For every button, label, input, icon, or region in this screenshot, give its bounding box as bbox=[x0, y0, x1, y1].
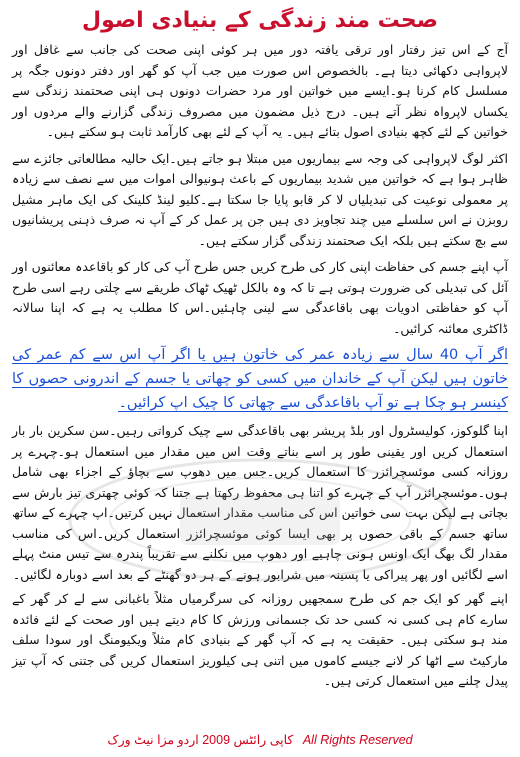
footer bbox=[0, 732, 520, 747]
paragraph-body-care: آپ اپنے جسم کی حفاظت اپنی کار کی طرح کریں جس طرح آپ کی کار کو باقاعدہ معائنوں اور آئل کی تبدیلی کی ضرورت ہوتی ہے تا کہ وہ بالکل ٹھیک ٹھاک طریقے سے چلتی رہے اسی طرح آپ کو حفاظتی ادویات بھی باقاعدگی سے لینی چاہئیں۔اس کا مطلب یہ ہے کہ اپنا سالانہ ڈاکٹری معائنہ کرائیں۔ bbox=[12, 259, 508, 336]
paragraph-carelessness: اکثر لوگ لاپرواہی کی وجہ سے بیماریوں میں مبتلا ہو جاتے ہیں۔ایک حالیہ مطالعاتی جائزے سے ظاہر ہوا ہے کہ خواتین میں شدید بیماریوں کے باعث ہونیوالی اموات میں سے نصف سے زیادہ پر معمولی نوعیت کی تبدیلیاں لا کر قابو پایا جا سکتا ہے۔کلیو لینڈ کلینک کی ایک ماہر مشیل روبزن نے اس سلسلے میں چند تجاویز دی ہیں جن پر عمل کر کے آپ نہ صرف ذہنی پریشانیوں سے بچ سکتے ہیں بلکہ ایک صحتمند زندگی گزار سکتے ہیں۔ bbox=[12, 150, 508, 248]
paragraph-sunscreen: اپنا گلوکوز، کولیسٹرول اور بلڈ پریشر بھی باقاعدگی سے چیک کرواتی رہیں۔سن سکرین بار بار استعمال کریں اور یقینی طور پر اسے بناتے وقت اس میں مقدار میں استعمال ہو۔چہرے پر روزانہ کسی موئسچرائزر کا استعمال کریں۔جس میں دھوپ سے بچاؤ کے اجزاء بھی شامل ہوں۔موئسچرائزر آپ کے چہرے کو اتنا ہی محفوظ رکھتا ہے جتنا کہ کوئی چھتری تیز بارش سے بچاتی ہے لیکن بہت سی خواتین اس کی مناسب مقدار استعمال نہیں کرتیں۔اپ چہرے کے ساتھ ساتھ جسم کے باقی حصوں پر بھی ایسا کوئی موئسچرائزر استعمال کریں۔اس کی مناسب مقدار لگ بھگ ایک اونس ہونی چاہیے اور دھوپ میں نکلنے سے تقریباً پندرہ سے تیس منٹ پہلے اسے لگائیں اور پھر پیراکی یا پسینہ میں شرابور ہونے کے ہر دو گھنٹے کے بعد اسے دوبارہ لگائیں۔ bbox=[12, 423, 508, 582]
paragraph-intro: آج کے اس تیز رفتار اور ترقی یافتہ دور میں ہر کوئی اپنی صحت کی جانب سے غافل اور لاپرواہی دکھائی دیتا ہے۔ بالخصوص اس صورت میں جب آپ کو گھر اور دفتر دونوں جگہ پر مسلسل کام کرنا ہو۔ایسے میں خواتین اور مرد حضرات دونوں ہی اپنی صحتمند زندگی سے یکساں لاپرواہ نظر آتے ہیں۔ درج ذیل مضمون میں مصروف زندگی گزارنے والے مردوں اور خواتین کے لئے کچھ بنیادی اصول بتائے ہیں۔ یہ آپ کے لئے بھی کارآمد ثابت ہو سکتے ہیں۔ bbox=[12, 42, 508, 139]
footer-rights-english: All Rights Reserved bbox=[302, 733, 413, 747]
footer-copyright-urdu: کاپی رائٹس 2009 اردو مزا نیٹ ورک bbox=[107, 733, 294, 747]
paragraph-home-gym: اپنے گھر کو ایک جم کی طرح سمجھیں روزانہ کی سرگرمیاں مثلاً باغبانی سے لے کر گھر کے سارے کام ہی کسی نہ کسی حد تک جسمانی ورزش کا کام دیتے ہیں اور صحت کے لئے فائدہ مند ہو سکتی ہیں۔ حقیقت یہ ہے کہ آپ گھر کے بنیادی کام مثلاً ویکیومنگ اور سودا سلف مارکیٹ سے اٹھا کر لانے جیسے کاموں میں اتنی ہی کیلوریز استعمال کریں گی جتنی کہ آپ تیز پیدل چلنے میں استعمال کرتی ہیں۔ bbox=[12, 591, 508, 688]
highlight-link[interactable] bbox=[12, 343, 508, 415]
article-title: صحت مند زندگی کے بنیادی اصول bbox=[82, 8, 438, 33]
highlight-text: اگر آپ 40 سال سے زیادہ عمر کی خاتون ہیں یا اگر آپ اس سے کم عمر کی خاتون ہیں لیکن آپ کے خاندان میں کسی کو چھاتی یا جسم کے اندرونی حصوں کا کینسر ہو چکا ہے تو آپ باقاعدگی سے چھاتی کا چیک اپ کرائیں۔ bbox=[12, 347, 508, 411]
